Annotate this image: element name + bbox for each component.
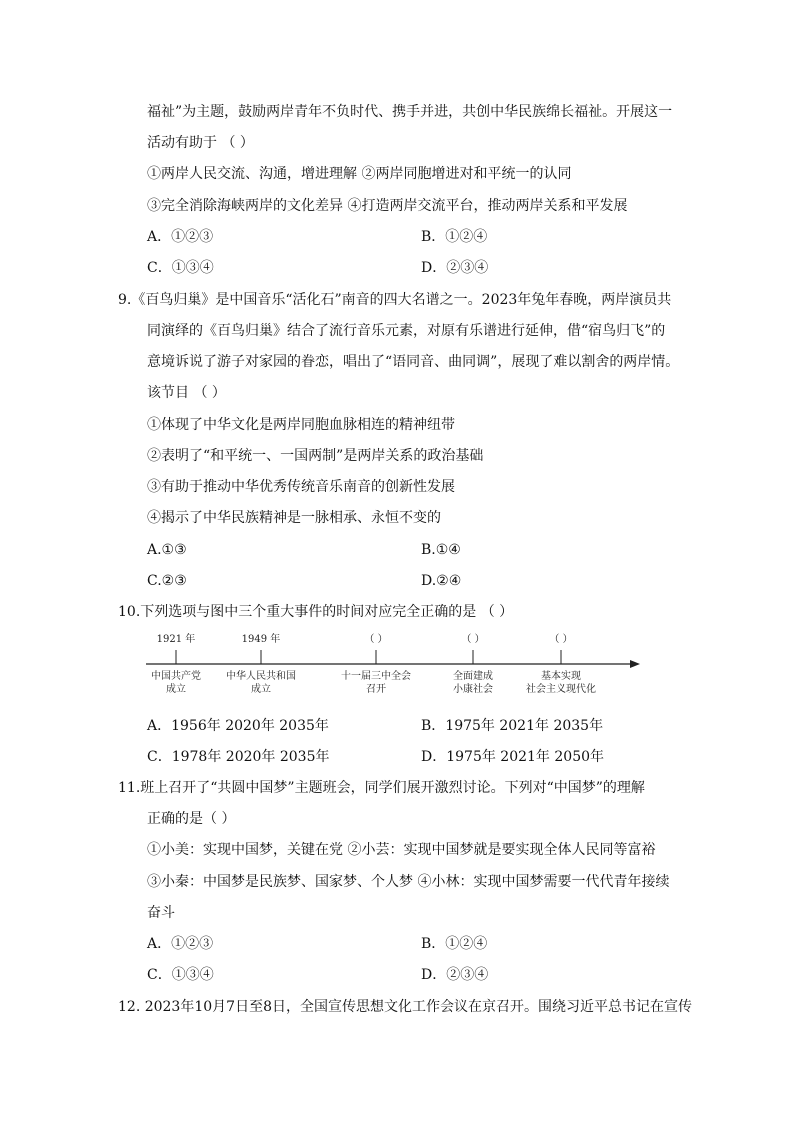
- event-label-line1: 中华人民共和国: [226, 671, 296, 682]
- timeline-event-4: [428, 670, 518, 696]
- question-text: 福祉”为主题，鼓励两岸青年不负时代、携手并进，共创中华民族绵长福祉。开展这一: [147, 104, 673, 120]
- option-c[interactable]: C．1978年 2020年 2035年: [147, 749, 330, 765]
- option-d[interactable]: D．②③④: [421, 967, 489, 983]
- question-9-stem: 9.《百鸟归巢》是中国音乐“活化石”南音的四大名谱之一。2023年兔年春晚，两岸演员共: [118, 292, 672, 308]
- statement: ③有助于推动中华优秀传统音乐南音的创新性发展: [147, 479, 455, 495]
- option-b[interactable]: B．①②④: [421, 936, 488, 952]
- timeline-blank-3[interactable]: （ ）: [364, 634, 388, 645]
- event-label-line2: 成立: [251, 684, 271, 695]
- timeline-blank-4[interactable]: （ ）: [461, 634, 485, 645]
- statement-continued: 奋斗: [147, 905, 175, 921]
- option-a[interactable]: A．①②③: [147, 936, 214, 952]
- option-b[interactable]: B．1975年 2021年 2035年: [421, 718, 604, 734]
- timeline-event-3: [331, 670, 421, 696]
- event-label-line2: 召开: [366, 684, 386, 695]
- option-a[interactable]: A．1956年 2020年 2035年: [147, 718, 329, 734]
- event-label-line1: 十一届三中全会: [341, 671, 411, 682]
- option-d[interactable]: D．②③④: [421, 260, 489, 276]
- statement: ①体现了中华文化是两岸同胞血脉相连的精神纽带: [147, 417, 455, 433]
- question-9-stem: 意境诉说了游子对家园的眷恋，唱出了“语同音、曲同调”，展现了难以割舍的两岸情。: [147, 354, 680, 370]
- event-label-line1: 全面建成: [453, 671, 493, 682]
- question-text: 活动有助于 （ ）: [147, 135, 254, 151]
- timeline-year-1: 1921 年: [156, 634, 196, 645]
- statement: ③小秦：中国梦是民族梦、国家梦、个人梦 ④小林：实现中国梦需要一代代青年接续: [147, 874, 670, 890]
- event-label-line2: 社会主义现代化: [526, 684, 596, 695]
- statement: ④揭示了中华民族精神是一脉相承、永恒不变的: [147, 510, 441, 526]
- question-9-stem: 该节目 （ ）: [147, 385, 226, 401]
- option-a[interactable]: A．①②③: [147, 229, 214, 245]
- question-11-stem: 11.班上召开了“共圆中国梦”主题班会，同学们展开激烈讨论。下列对“中国梦”的理解: [118, 780, 645, 796]
- statement: ①两岸人民交流、沟通，增进理解 ②两岸同胞增进对和平统一的认同: [147, 166, 572, 182]
- timeline-blank-5[interactable]: （ ）: [549, 634, 573, 645]
- event-label-line2: 成立: [166, 684, 186, 695]
- option-d[interactable]: D.②④: [421, 573, 462, 589]
- timeline-year-2: 1949 年: [241, 634, 281, 645]
- timeline-diagram: [140, 630, 645, 702]
- timeline-event-5: [506, 670, 616, 696]
- option-c[interactable]: C．①③④: [147, 260, 214, 276]
- arrow-icon: [630, 660, 640, 668]
- statement: ①小美：实现中国梦，关键在党 ②小芸：实现中国梦就是要实现全体人民同等富裕: [147, 842, 656, 858]
- option-c[interactable]: C.②③: [147, 573, 187, 589]
- event-label-line1: 中国共产党: [151, 671, 201, 682]
- timeline-event-1: [131, 670, 221, 696]
- question-12-stem: 12. 2023年10月7日至8日，全国宣传思想文化工作会议在京召开。围绕习近平总书记在宣传: [118, 999, 692, 1015]
- event-label-line1: 基本实现: [541, 671, 581, 682]
- event-label-line2: 小康社会: [453, 684, 493, 695]
- timeline-event-2: [216, 670, 306, 696]
- option-b[interactable]: B．①②④: [421, 229, 488, 245]
- option-d[interactable]: D．1975年 2021年 2050年: [421, 749, 605, 765]
- question-11-stem: 正确的是（ ）: [147, 811, 236, 827]
- question-9-stem: 同演绎的《百鸟归巢》结合了流行音乐元素，对原有乐谱进行延伸，借“宿鸟归飞”的: [147, 323, 666, 339]
- statement: ②表明了“和平统一、一国两制”是两岸关系的政治基础: [147, 448, 484, 464]
- question-10-stem: 10.下列选项与图中三个重大事件的时间对应完全正确的是 （ ）: [118, 604, 514, 620]
- option-b[interactable]: B.①④: [421, 542, 461, 558]
- option-a[interactable]: A.①③: [147, 542, 187, 558]
- option-c[interactable]: C．①③④: [147, 967, 214, 983]
- statement: ③完全消除海峡两岸的文化差异 ④打造两岸交流平台，推动两岸关系和平发展: [147, 198, 628, 214]
